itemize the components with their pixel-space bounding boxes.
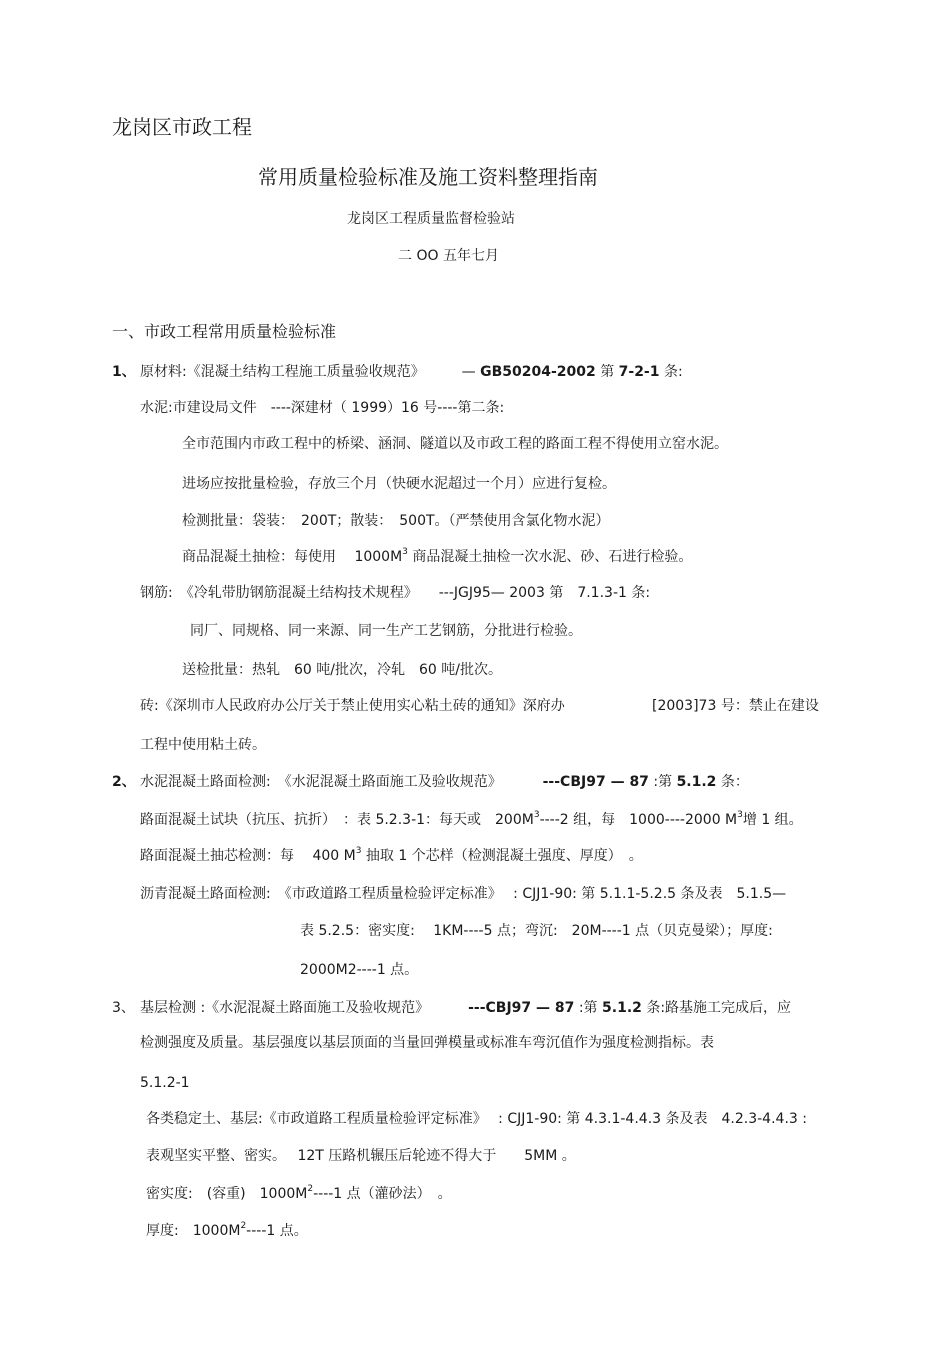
asphalt-line-2: 表 5.2.5：密实度: 1KM----5 点；弯沉: 20M----1 点（贝克曼梁）；厚度: (300, 923, 773, 939)
item-2-number: 2、 (112, 774, 136, 790)
base-line-5: 表观坚实平整、密实。 12T 压路机辗压后轮迹不得大于 5MM 。 (146, 1148, 576, 1164)
base-line-3: 5.1.2-1 (140, 1075, 190, 1091)
concrete-test-superscript-1: 3 (533, 810, 540, 820)
steel-line-1: 同厂、同规格、同一来源、同一生产工艺钢筋，分批进行检验。 (190, 623, 582, 639)
item-2-heading (140, 772, 749, 792)
core-sample-line (140, 846, 643, 866)
base-line-4: 各类稳定土、基层:《市政道路工程质量检验评定标准》 : CJJ1-90: 第 4.3.1-4.4.3 条及表 4.2.3-4.4.3 : (146, 1111, 807, 1127)
brick-line-2: 工程中使用粘土砖。 (140, 737, 266, 753)
item-1-clause: 7-2-1 (618, 364, 660, 380)
item-1-standard-code: GB50204-2002 (480, 364, 596, 380)
item-1-clause-prefix: 第 (600, 364, 615, 380)
cement-line-4-superscript: 3 (402, 547, 408, 557)
item-2-standard-code: ---CBJ97 — 87 (542, 774, 649, 790)
item-2-title: 水泥混凝土路面检测: 《水泥混凝土路面施工及验收规范》 (140, 774, 502, 790)
document-main-title: 常用质量检验标准及施工资料整理指南 (258, 165, 598, 189)
cement-line-4-text-a: 商品混凝土抽检：每使用 1000M (182, 549, 403, 565)
item-1-heading (140, 362, 683, 382)
base-density-line (146, 1184, 452, 1204)
item-3-standard-code: ---CBJ97 — 87 (468, 1000, 575, 1016)
document-issuer: 龙岗区工程质量监督检验站 (347, 211, 515, 227)
concrete-test-text-c: 增 1 组。 (742, 812, 803, 828)
cement-line-4 (182, 547, 692, 567)
item-2-clause: 5.1.2 (676, 774, 717, 790)
concrete-test-text-b: ----2 组，每 1000----2000 M (539, 812, 738, 828)
item-3-clause-prefix: :第 (578, 1000, 598, 1016)
steel-title: 钢筋: 《冷轧带肋钢筋混凝土结构技术规程》 ---JGJ95— 2003 第 7.1.3-1 条: (140, 585, 651, 601)
base-density-superscript: 2 (307, 1184, 314, 1194)
base-thickness-text-b: ----1 点。 (246, 1223, 308, 1239)
document-org-project: 龙岗区市政工程 (112, 115, 252, 139)
steel-line-2: 送检批量：热轧 60 吨/批次，冷轧 60 吨/批次。 (182, 662, 502, 678)
cement-title: 水泥:市建设局文件 ----深建材（ 1999）16 号----第二条: (140, 400, 505, 416)
item-3-title: 基层检测 :《水泥混凝土路面施工及验收规范》 (140, 1000, 430, 1016)
cement-line-4-text-b: 商品混凝土抽检一次水泥、砂、石进行检验。 (407, 549, 693, 565)
item-3-heading (140, 998, 791, 1018)
item-3-number: 3、 (112, 1000, 135, 1016)
item-2-clause-suffix: 条： (720, 774, 749, 790)
cement-line-2: 进场应按批量检验，存放三个月（快硬水泥超过一个月）应进行复检。 (182, 476, 616, 492)
base-thickness-text-a: 厚度: 1000M (146, 1223, 241, 1239)
asphalt-line-1: 沥青混凝土路面检测: 《市政道路工程质量检验评定标准》 : CJJ1-90: 第 5.1.1-5.2.5 条及表 5.1.5— (140, 886, 787, 902)
base-density-text-a: 密实度: (容重) 1000M (146, 1186, 308, 1202)
asphalt-line-3: 2000M2----1 点。 (300, 962, 419, 978)
item-3-clause-suffix: 条:路基施工完成后，应 (646, 1000, 792, 1016)
section-heading: 一、市政工程常用质量检验标准 (112, 322, 337, 341)
item-2-clause-prefix: :第 (653, 774, 673, 790)
base-thickness-superscript: 2 (240, 1221, 247, 1231)
item-1-dash: — (461, 364, 476, 380)
item-1-title: 原材料:《混凝土结构工程施工质量验收规范》 (140, 364, 425, 380)
item-3-clause: 5.1.2 (602, 1000, 642, 1016)
item-1-clause-suffix: 条: (663, 364, 683, 380)
item-1-line (112, 362, 136, 382)
cement-line-3: 检测批量：袋装： 200T；散装： 500T。（严禁使用含氯化物水泥） (182, 513, 610, 529)
document-date: 二 OO 五年七月 (398, 248, 499, 264)
cement-line-1: 全市范围内市政工程中的桥梁、涵洞、隧道以及市政工程的路面工程不得使用立窑水泥。 (182, 436, 728, 452)
base-density-text-b: ----1 点（灌砂法） 。 (313, 1186, 452, 1202)
core-sample-superscript: 3 (355, 846, 362, 856)
concrete-test-superscript-2: 3 (737, 810, 743, 820)
brick-line-1a: 砖:《深圳市人民政府办公厅关于禁止使用实心粘土砖的通知》深府办 (140, 698, 565, 714)
concrete-test-text-a: 路面混凝土试块（抗压、抗折） ：表 5.2.3-1：每天或 200M (140, 812, 534, 828)
base-thickness-line (146, 1221, 308, 1241)
item-1-number: 1、 (112, 364, 136, 380)
core-sample-text-a: 路面混凝土抽芯检测：每 400 M (140, 848, 356, 864)
brick-line-1b: [2003]73 号：禁止在建设 (652, 698, 819, 714)
item-3-line (112, 998, 135, 1018)
concrete-test-block-line (140, 810, 803, 830)
core-sample-text-b: 抽取 1 个芯样（检测混凝土强度、厚度） 。 (361, 848, 643, 864)
item-2-line (112, 772, 136, 792)
base-line-2: 检测强度及质量。基层强度以基层顶面的当量回弹模量或标准车弯沉值作为强度检测指标。表 (140, 1035, 714, 1051)
